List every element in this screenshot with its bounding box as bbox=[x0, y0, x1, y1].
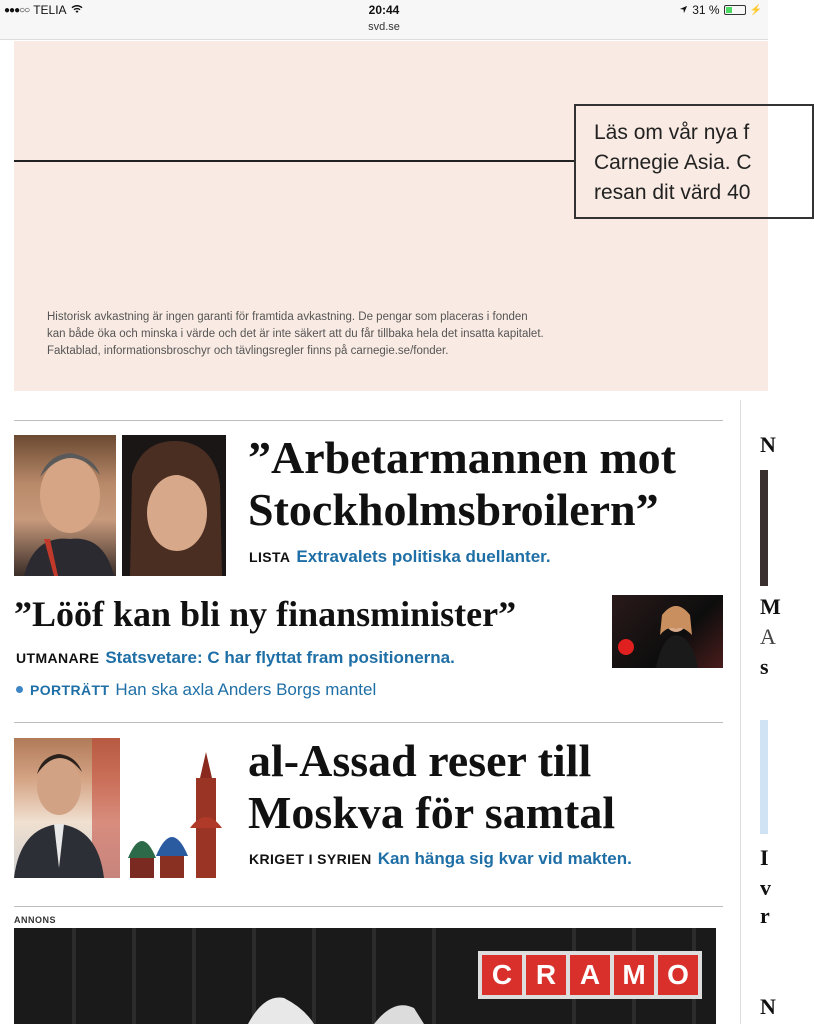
disclaimer-line: Historisk avkastning är ingen garanti för framtida avkastning. De pengar som placeras i fonden bbox=[47, 311, 528, 323]
related-kicker: PORTRÄTT bbox=[30, 682, 110, 698]
disclaimer-line: kan både öka och minska i värde och det är inte säkert att du får tillbaka hela det insatta kapitalet. bbox=[47, 328, 544, 340]
charging-icon: ⚡ bbox=[749, 4, 762, 16]
right-column-fragment[interactable]: r bbox=[760, 903, 770, 928]
clock: 20:44 bbox=[368, 3, 400, 17]
signal-icon: ●●●○○ bbox=[4, 4, 30, 16]
right-column-fragment[interactable]: v bbox=[760, 875, 771, 900]
ad-disclaimer bbox=[47, 309, 687, 360]
article-kicker-line bbox=[249, 849, 632, 869]
location-arrow-icon bbox=[679, 3, 688, 17]
headline-line[interactable]: Stockholmsbroilern” bbox=[248, 484, 659, 535]
headline-line[interactable]: al-Assad reser till bbox=[248, 735, 592, 786]
right-column-fragment[interactable]: s bbox=[760, 654, 769, 679]
article-kicker-line bbox=[249, 547, 551, 567]
right-column-image[interactable] bbox=[760, 470, 768, 586]
right-column-image[interactable] bbox=[760, 720, 768, 834]
disclaimer-line: Faktablad, informationsbroschyr och tävlingsregler finns på carnegie.se/fonder. bbox=[47, 345, 449, 357]
article-headline[interactable] bbox=[248, 432, 676, 536]
column-separator bbox=[740, 400, 741, 1024]
status-bar bbox=[0, 0, 768, 40]
right-column-fragment[interactable]: A bbox=[760, 624, 776, 649]
ad-message-box bbox=[574, 104, 814, 219]
address-bar-url[interactable]: svd.se bbox=[368, 21, 400, 33]
article-headline[interactable] bbox=[248, 735, 615, 839]
divider bbox=[14, 420, 723, 421]
bullet-icon bbox=[16, 686, 23, 693]
logo-letter: M bbox=[614, 955, 654, 995]
logo-letter: C bbox=[482, 955, 522, 995]
article-subtitle-link[interactable]: Statsvetare: C har flyttat fram positionerna. bbox=[105, 648, 455, 667]
carnegie-ad[interactable] bbox=[14, 41, 768, 391]
logo-letter: R bbox=[526, 955, 566, 995]
cramo-logo bbox=[478, 951, 702, 999]
article-headline[interactable]: ”Lööf kan bli ny finansminister” bbox=[14, 594, 517, 634]
headline-line[interactable]: ”Arbetarmannen mot bbox=[248, 432, 676, 483]
divider bbox=[14, 906, 723, 907]
article-photo-speaker[interactable] bbox=[612, 595, 723, 668]
battery-icon bbox=[724, 5, 746, 15]
headline-line[interactable]: Moskva för samtal bbox=[248, 787, 616, 838]
battery-info bbox=[679, 3, 762, 17]
carrier-name: TELIA bbox=[33, 3, 67, 17]
ad-box-line: Läs om vår nya f bbox=[594, 121, 750, 144]
article-subtitle-link[interactable]: Kan hänga sig kvar vid makten. bbox=[377, 849, 632, 868]
ad-divider-line bbox=[14, 160, 576, 162]
article-kicker: LISTA bbox=[249, 549, 291, 565]
related-link-line bbox=[16, 680, 376, 700]
article-subtitle-link[interactable]: Extravalets politiska duellanter. bbox=[296, 547, 551, 566]
right-column-fragment[interactable]: I bbox=[760, 845, 769, 870]
divider bbox=[14, 722, 723, 723]
logo-letter: A bbox=[570, 955, 610, 995]
right-column-fragment[interactable]: N bbox=[760, 432, 776, 457]
ad-box-line: resan dit värd 40 bbox=[594, 181, 751, 204]
article-kicker-line bbox=[16, 648, 455, 668]
article-kicker: UTMANARE bbox=[16, 650, 100, 666]
related-link[interactable]: Han ska axla Anders Borgs mantel bbox=[115, 680, 377, 699]
ad-label: ANNONS bbox=[14, 915, 57, 925]
cramo-ad[interactable] bbox=[14, 928, 716, 1024]
article-photo-man[interactable] bbox=[14, 435, 116, 576]
article-photo-woman[interactable] bbox=[122, 435, 226, 576]
right-column-fragment[interactable]: M bbox=[760, 594, 781, 619]
right-column-fragment[interactable]: N bbox=[760, 994, 776, 1019]
logo-letter: O bbox=[658, 955, 698, 995]
ad-box-line: Carnegie Asia. C bbox=[594, 151, 752, 174]
battery-percent: 31 % bbox=[692, 3, 720, 17]
article-photo-assad[interactable] bbox=[14, 738, 120, 878]
article-kicker: KRIGET I SYRIEN bbox=[249, 851, 372, 867]
article-photo-kremlin[interactable] bbox=[120, 738, 226, 878]
